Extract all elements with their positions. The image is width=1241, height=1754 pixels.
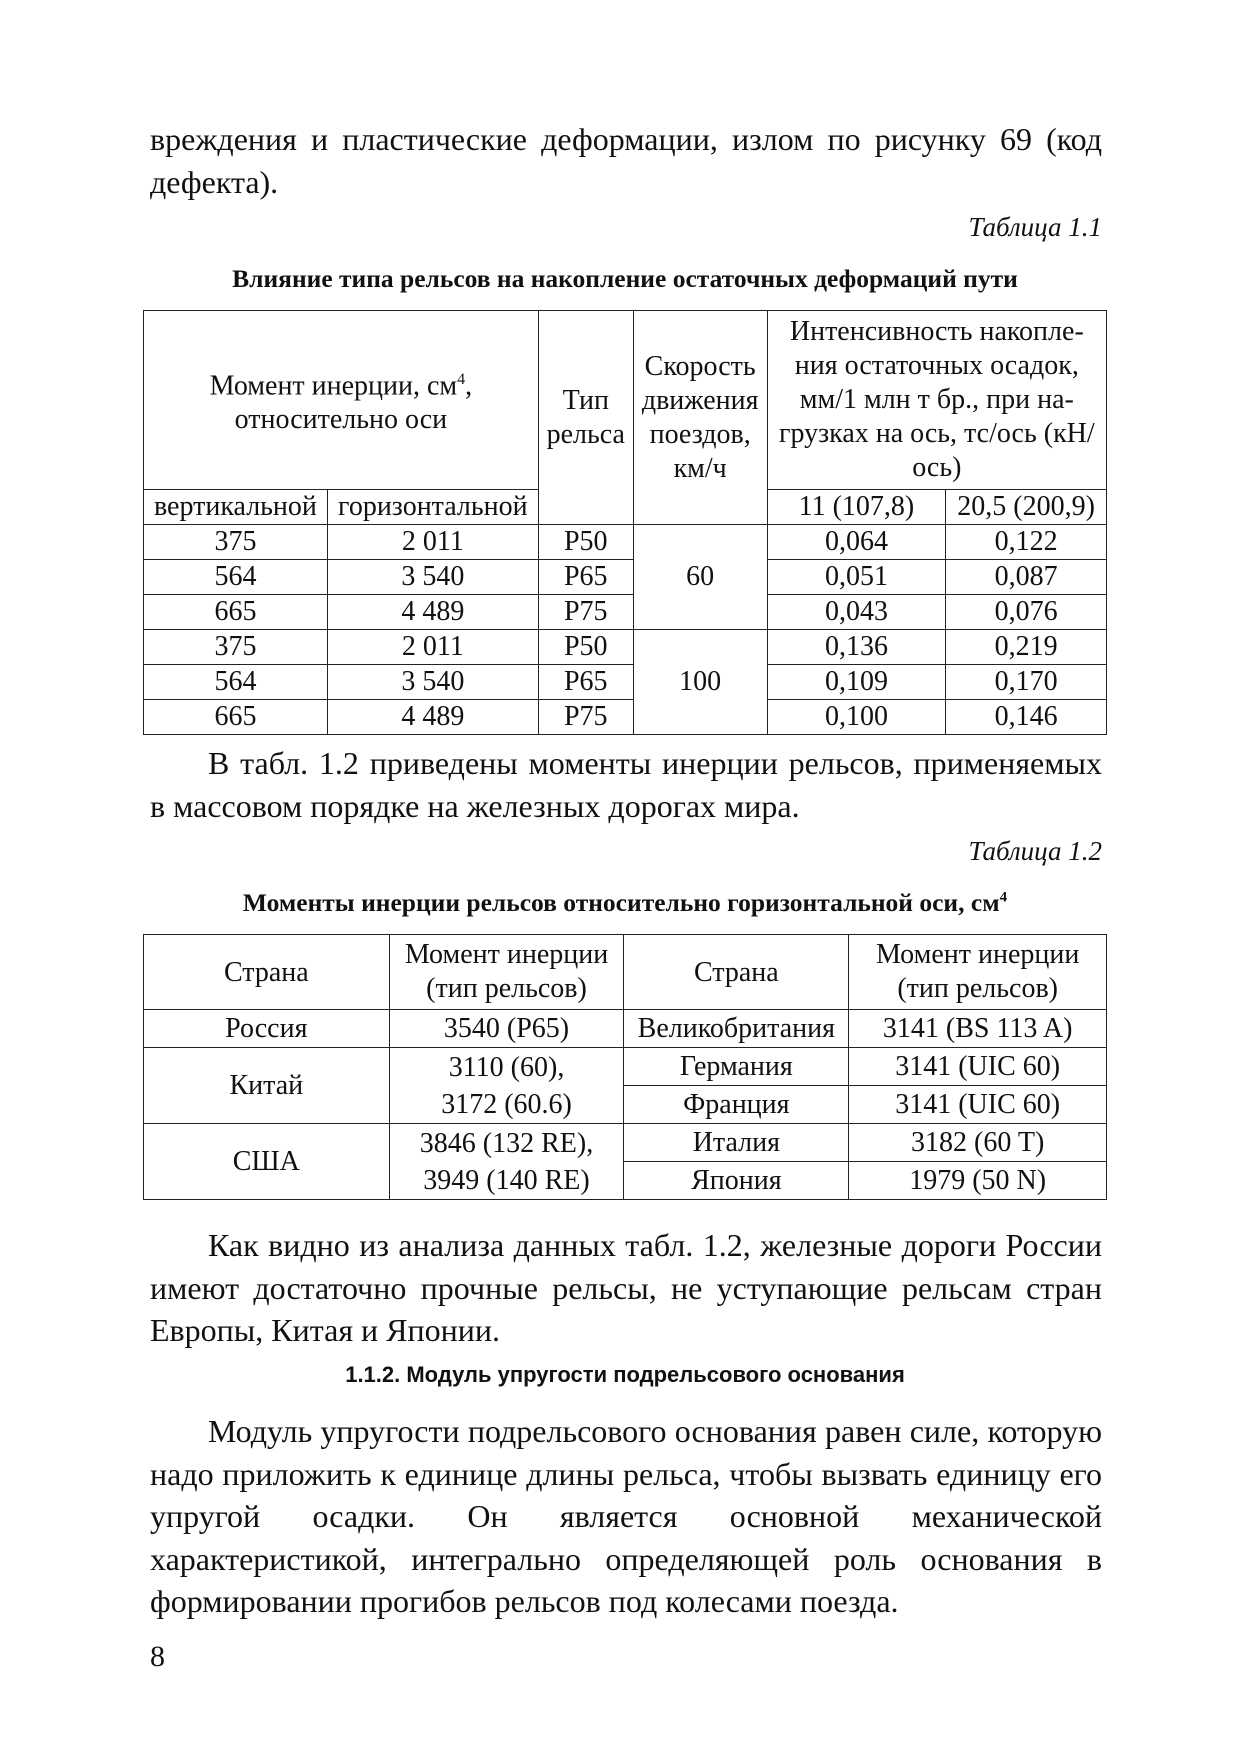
- table-row: [144, 595, 1107, 630]
- header-country-left: Страна: [144, 935, 390, 1010]
- cell-load2: 0,146: [946, 700, 1107, 735]
- header-load2: 20,5 (200,9): [946, 490, 1107, 525]
- cell-country: Великобритания: [624, 1010, 849, 1048]
- header-vertical: вертикальной: [144, 490, 328, 525]
- cell-horizontal: 3 540: [327, 665, 538, 700]
- cell-load2: 0,170: [946, 665, 1107, 700]
- table-row: [144, 1010, 1107, 1048]
- table2-caption: Таблица 1.2: [968, 836, 1102, 866]
- cell-speed: 60: [633, 525, 767, 630]
- cell-country: Италия: [624, 1124, 849, 1162]
- cell-country: Китай: [144, 1048, 390, 1124]
- cell-horizontal: 4 489: [327, 595, 538, 630]
- cell-load2: 0,076: [946, 595, 1107, 630]
- header-horizontal: горизонтальной: [327, 490, 538, 525]
- table2-title: Моменты инерции рельсов относительно горизонтальной оси, $см^4$: [242, 888, 1008, 917]
- paragraph-1: В табл. 1.2 приведены моменты инерции рельсов, применяемых в массовом порядке на железных дорогах мира.: [150, 745, 1102, 824]
- cell-type: Р65: [538, 560, 633, 595]
- cell-moment: 3540 (Р65): [389, 1010, 624, 1048]
- cell-load2: 0,122: [946, 525, 1107, 560]
- section-heading: 1.1.2. Модуль упругости подрельсового основания: [345, 1362, 905, 1387]
- cell-country: Франция: [624, 1086, 849, 1124]
- table-row: [144, 630, 1107, 665]
- table-row: [144, 560, 1107, 595]
- page-number: 8: [150, 1640, 165, 1673]
- header-intensity: Интенсивность накопле-ния остаточных осадок, мм/1 млн т бр., при на-грузках на ось, тс/ось (кН/ось): [767, 311, 1106, 490]
- table-row: [144, 525, 1107, 560]
- table1-title: Влияние типа рельсов на накопление остаточных деформаций пути: [232, 264, 1018, 293]
- cell-country: США: [144, 1124, 390, 1200]
- cell-vertical: 375: [144, 630, 328, 665]
- header-country-right: Страна: [624, 935, 849, 1010]
- cell-load1: 0,100: [767, 700, 946, 735]
- table1: [143, 310, 1107, 735]
- intro-paragraph: вреждения и пластические деформации, излом по рисунку 69 (код дефекта).: [150, 121, 1102, 200]
- cell-horizontal: 2 011: [327, 525, 538, 560]
- table-row: [144, 665, 1107, 700]
- cell-vertical: 665: [144, 595, 328, 630]
- cell-load2: 0,087: [946, 560, 1107, 595]
- cell-moment: 3846 (132 RE), 3949 (140 RE): [389, 1124, 624, 1200]
- cell-horizontal: 2 011: [327, 630, 538, 665]
- cell-country: Россия: [144, 1010, 390, 1048]
- cell-moment: 1979 (50 N): [849, 1162, 1107, 1200]
- cell-horizontal: 4 489: [327, 700, 538, 735]
- header-load1: 11 (107,8): [767, 490, 946, 525]
- header-moment: Момент инерции, $см^4$, относительно оси: [144, 311, 539, 490]
- cell-vertical: 564: [144, 665, 328, 700]
- cell-load1: 0,109: [767, 665, 946, 700]
- cell-moment: 3141 (UIC 60): [849, 1086, 1107, 1124]
- cell-moment: 3141 (UIC 60): [849, 1048, 1107, 1086]
- cell-moment: 3110 (60), 3172 (60.6): [389, 1048, 624, 1124]
- cell-load1: 0,043: [767, 595, 946, 630]
- cell-load1: 0,051: [767, 560, 946, 595]
- cell-load2: 0,219: [946, 630, 1107, 665]
- cell-type: Р50: [538, 630, 633, 665]
- cell-moment: 3141 (BS 113 A): [849, 1010, 1107, 1048]
- header-moment-left: Момент инерции (тип рельсов): [389, 935, 624, 1010]
- cell-speed: 100: [633, 630, 767, 735]
- paragraph-3: Модуль упругости подрельсового основания равен силе, которую надо приложить к единице длины рельса, чтобы вызвать единицу его упругой осадки. Он является основной механической характеристикой, интегрально определяющей роль основания в формировании прогибов рельсов под колесами поезда.: [150, 1413, 1102, 1619]
- cell-vertical: 665: [144, 700, 328, 735]
- cell-type: Р75: [538, 700, 633, 735]
- cell-type: Р75: [538, 595, 633, 630]
- header-speed: Скорость движения поездов, км/ч: [633, 311, 767, 525]
- cell-horizontal: 3 540: [327, 560, 538, 595]
- header-moment-right: Момент инерции (тип рельсов): [849, 935, 1107, 1010]
- table-row: [144, 700, 1107, 735]
- cell-type: Р65: [538, 665, 633, 700]
- table1-caption: Таблица 1.1: [968, 212, 1102, 242]
- cell-load1: 0,064: [767, 525, 946, 560]
- table-row: [144, 1124, 1107, 1162]
- header-type: Тип рельса: [538, 311, 633, 525]
- paragraph-2: Как видно из анализа данных табл. 1.2, железные дороги России имеют достаточно прочные рельсы, не уступающие рельсам стран Европы, Китая и Японии.: [150, 1227, 1102, 1348]
- cell-vertical: 564: [144, 560, 328, 595]
- cell-load1: 0,136: [767, 630, 946, 665]
- cell-country: Германия: [624, 1048, 849, 1086]
- cell-country: Япония: [624, 1162, 849, 1200]
- table-row: [144, 1048, 1107, 1086]
- cell-type: Р50: [538, 525, 633, 560]
- table2: [143, 934, 1107, 1200]
- cell-vertical: 375: [144, 525, 328, 560]
- cell-moment: 3182 (60 T): [849, 1124, 1107, 1162]
